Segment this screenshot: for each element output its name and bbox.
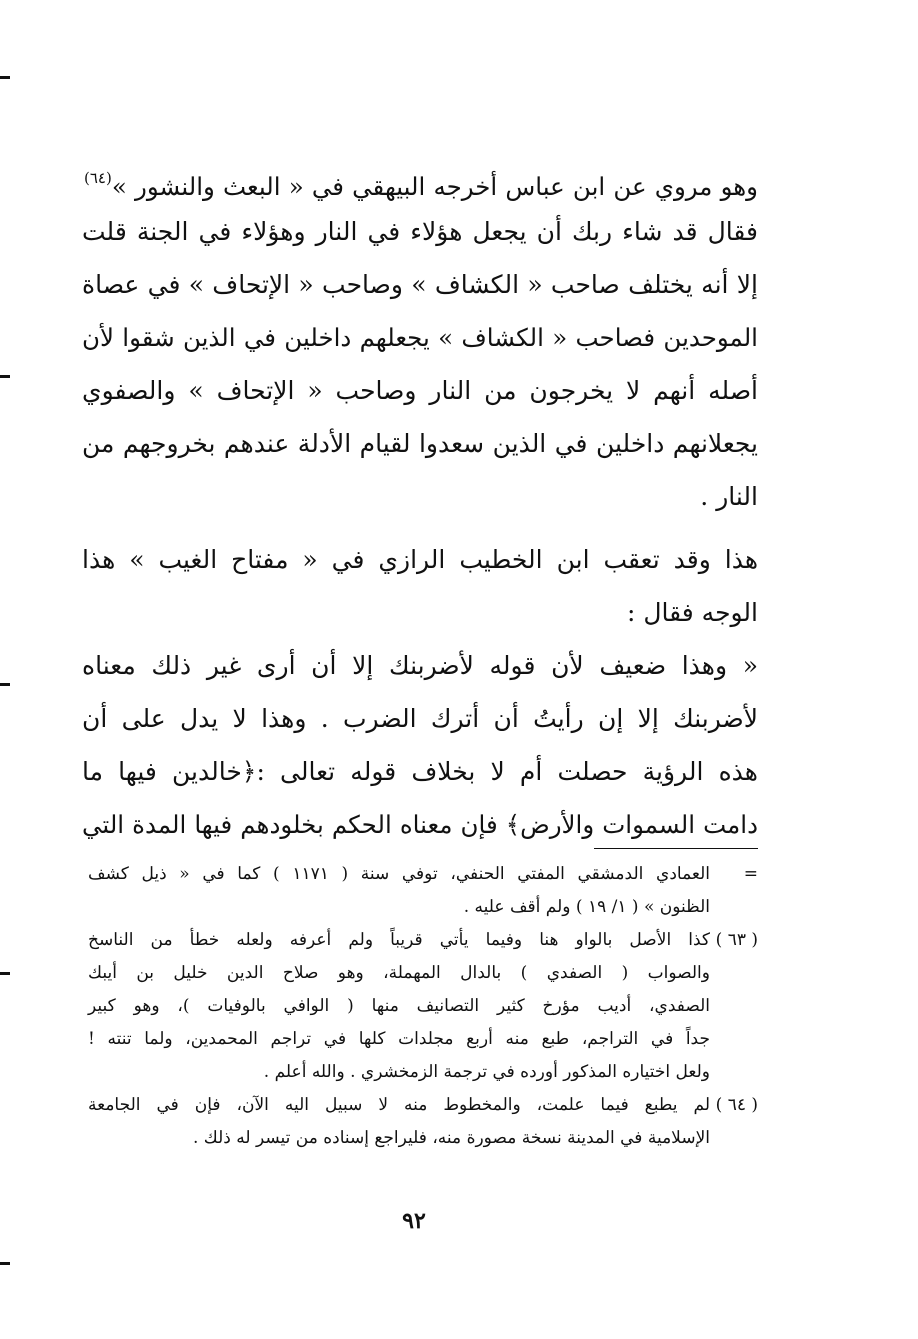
paragraph-1: [82, 152, 758, 523]
text-line: النار .: [700, 482, 758, 511]
main-text: [82, 152, 758, 851]
footnote-63: [88, 924, 758, 1089]
footnote-line: الظنون » ( ١/ ١٩ ) ولم أقف عليه .: [463, 897, 710, 917]
text-line: فقال قد شاء ربك أن يجعل هؤلاء في النار وهؤلاء في الجنة قلت: [82, 217, 758, 246]
footnote-line: العمادي الدمشقي المفتي الحنفي، توفي سنة ( ١١٧١ ) كما في « ذيل كشف: [88, 864, 710, 884]
text-line: الموحدين فصاحب « الكشاف » يجعلهم داخلين في الذين شقوا لأن: [82, 323, 758, 352]
text-line: هذه الرؤية حصلت أم لا بخلاف قوله تعالى :﴿خالدين فيها ما: [82, 757, 758, 786]
text-line: هذا وقد تعقب ابن الخطيب الرازي في « مفتاح الغيب » هذا: [82, 545, 758, 574]
footnote-line: كذا الأصل بالواو هنا وفيما يأتي قريباً ولم أعرفه ولعله خطأ من الناسخ: [88, 930, 710, 950]
paragraph-spacer: [82, 523, 758, 533]
margin-mark: [0, 1262, 10, 1265]
footnote-line: لم يطبع فيما علمت، والمخطوط منه لا سبيل اليه الآن، فإن في الجامعة: [88, 1095, 710, 1115]
margin-mark: [0, 76, 10, 79]
text-line: لأضربنك إلا إن رأيتُ أن أترك الضرب . وهذا لا يدل على أن: [82, 704, 758, 733]
footnote-reference: (٦٤): [84, 169, 112, 187]
footnote-line: الإسلامية في المدينة نسخة مصورة منه، فليراجع إسناده من تيسر له ذلك .: [192, 1128, 710, 1148]
text-line: الوجه فقال :: [626, 598, 758, 627]
text-line: أصله أنهم لا يخرجون من النار وصاحب « الإتحاف » والصفوي: [82, 376, 758, 405]
text-line: إلا أنه يختلف صاحب « الكشاف » وصاحب « الإتحاف » في عصاة: [82, 270, 758, 299]
footnote-line: الصفدي، أديب مؤرخ كثير التصانيف منها ( الوافي بالوفيات )، وهو كبير: [88, 996, 710, 1016]
footnote-number: ( ٦٣ ): [715, 930, 758, 950]
footnote-continued: [88, 858, 758, 924]
footnote-line: ولعل اختياره المذكور أورده في ترجمة الزمخشري . والله أعلم .: [263, 1062, 710, 1082]
footnotes: [88, 858, 758, 1155]
text-line: « وهذا ضعيف لأن قوله لأضربنك إلا أن أرى غير ذلك معناه: [82, 651, 758, 680]
text-line: يجعلانهم داخلين في الذين سعدوا لقيام الأدلة عندهم بخروجهم من: [82, 429, 758, 458]
line-text: وهو مروي عن ابن عباس أخرجه البيهقي في « البعث والنشور »: [111, 172, 758, 201]
footnote-64: [88, 1089, 758, 1155]
text-line: [82, 152, 758, 205]
page-number: ٩٢: [402, 1208, 426, 1234]
text-line: دامت السموات والأرض﴾ فإن معناه الحكم بخلودهم فيها المدة التي: [82, 810, 758, 839]
paragraph-2: [82, 533, 758, 639]
margin-mark: [0, 375, 10, 378]
footnote-number: ( ٦٤ ): [715, 1095, 758, 1115]
margin-mark: [0, 972, 10, 975]
footnote-line: جداً في التراجم، طبع منه أربع مجلدات كلها في تراجم المحمدين، ولما تنته !: [88, 1029, 710, 1049]
footnote-line: والصواب ( الصفدي ) بالدال المهملة، وهو صلاح الدين خليل بن أيبك: [88, 963, 710, 983]
margin-mark: [0, 683, 10, 686]
paragraph-3: [82, 639, 758, 851]
footnote-number: =: [743, 864, 758, 884]
footnote-separator: [594, 848, 758, 849]
